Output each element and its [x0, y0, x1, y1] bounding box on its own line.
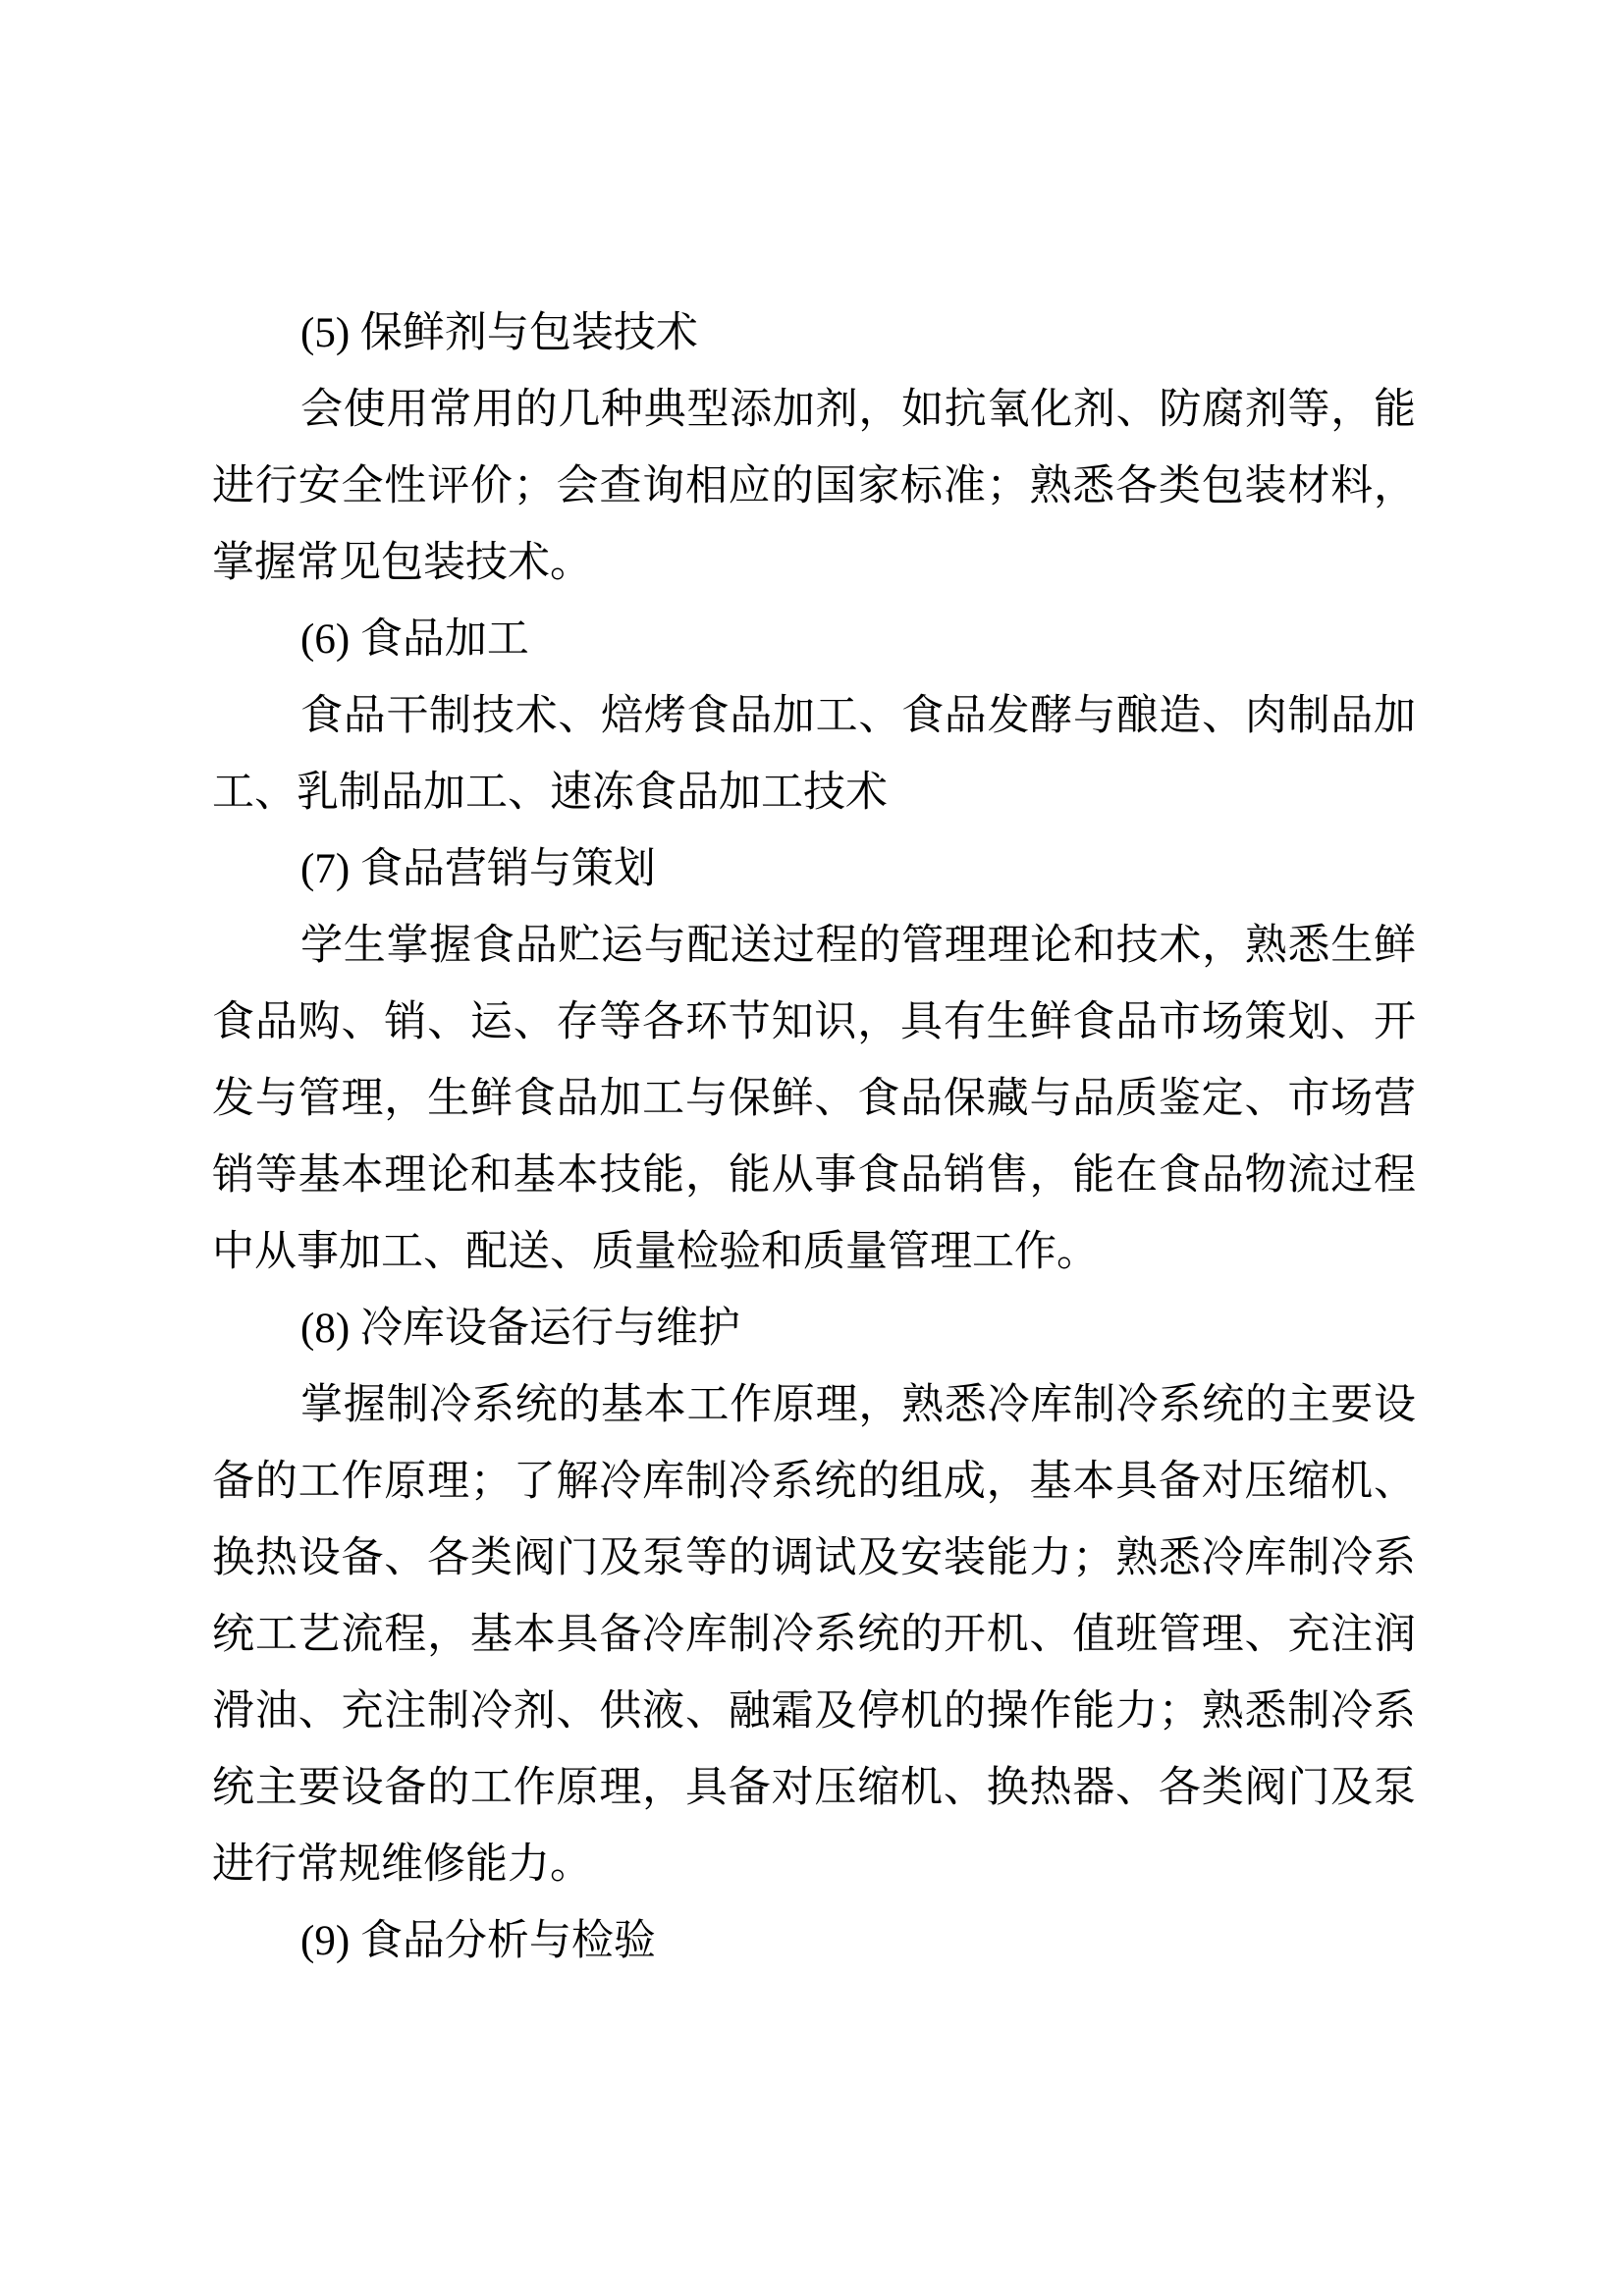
text-line: 滑油、充注制冷剂、供液、融霜及停机的操作能力；熟悉制冷系: [212, 1688, 1416, 1735]
text-block: [212, 295, 1416, 1980]
text-line: 换热设备、各类阀门及泵等的调试及安装能力；熟悉冷库制冷系: [212, 1535, 1416, 1581]
text-line: 食品干制技术、焙烤食品加工、食品发酵与酿造、肉制品加: [300, 693, 1416, 739]
text-line: 备的工作原理；了解冷库制冷系统的组成，基本具备对压缩机、: [212, 1459, 1416, 1505]
text-line: (6) 食品加工: [300, 616, 529, 663]
text-line: 统主要设备的工作原理，具备对压缩机、换热器、各类阀门及泵: [212, 1765, 1416, 1811]
text-line: 中从事加工、配送、质量检验和质量管理工作。: [212, 1229, 1099, 1275]
text-line: 统工艺流程，基本具备冷库制冷系统的开机、值班管理、充注润: [212, 1612, 1416, 1658]
text-line: 销等基本理论和基本技能，能从事食品销售，能在食品物流过程: [212, 1152, 1416, 1199]
text-line: 发与管理，生鲜食品加工与保鲜、食品保藏与品质鉴定、市场营: [212, 1076, 1416, 1122]
text-line: (8) 冷库设备运行与维护: [300, 1306, 740, 1352]
text-line: 掌握制冷系统的基本工作原理，熟悉冷库制冷系统的主要设: [300, 1382, 1416, 1428]
text-line: 进行安全性评价；会查询相应的国家标准；熟悉各类包装材料，: [212, 463, 1416, 509]
text-line: (9) 食品分析与检验: [300, 1918, 656, 1964]
text-line: (5) 保鲜剂与包装技术: [300, 310, 698, 356]
text-line: 会使用常用的几种典型添加剂，如抗氧化剂、防腐剂等，能: [300, 387, 1416, 433]
text-line: (7) 食品营销与策划: [300, 846, 656, 892]
text-line: 学生掌握食品贮运与配送过程的管理理论和技术，熟悉生鲜: [300, 923, 1416, 969]
text-line: 食品购、销、运、存等各环节知识，具有生鲜食品市场策划、开: [212, 999, 1416, 1045]
text-line: 掌握常见包装技术。: [212, 540, 592, 586]
text-line: 工、乳制品加工、速冻食品加工技术: [212, 770, 888, 816]
text-line: 进行常规维修能力。: [212, 1842, 592, 1888]
